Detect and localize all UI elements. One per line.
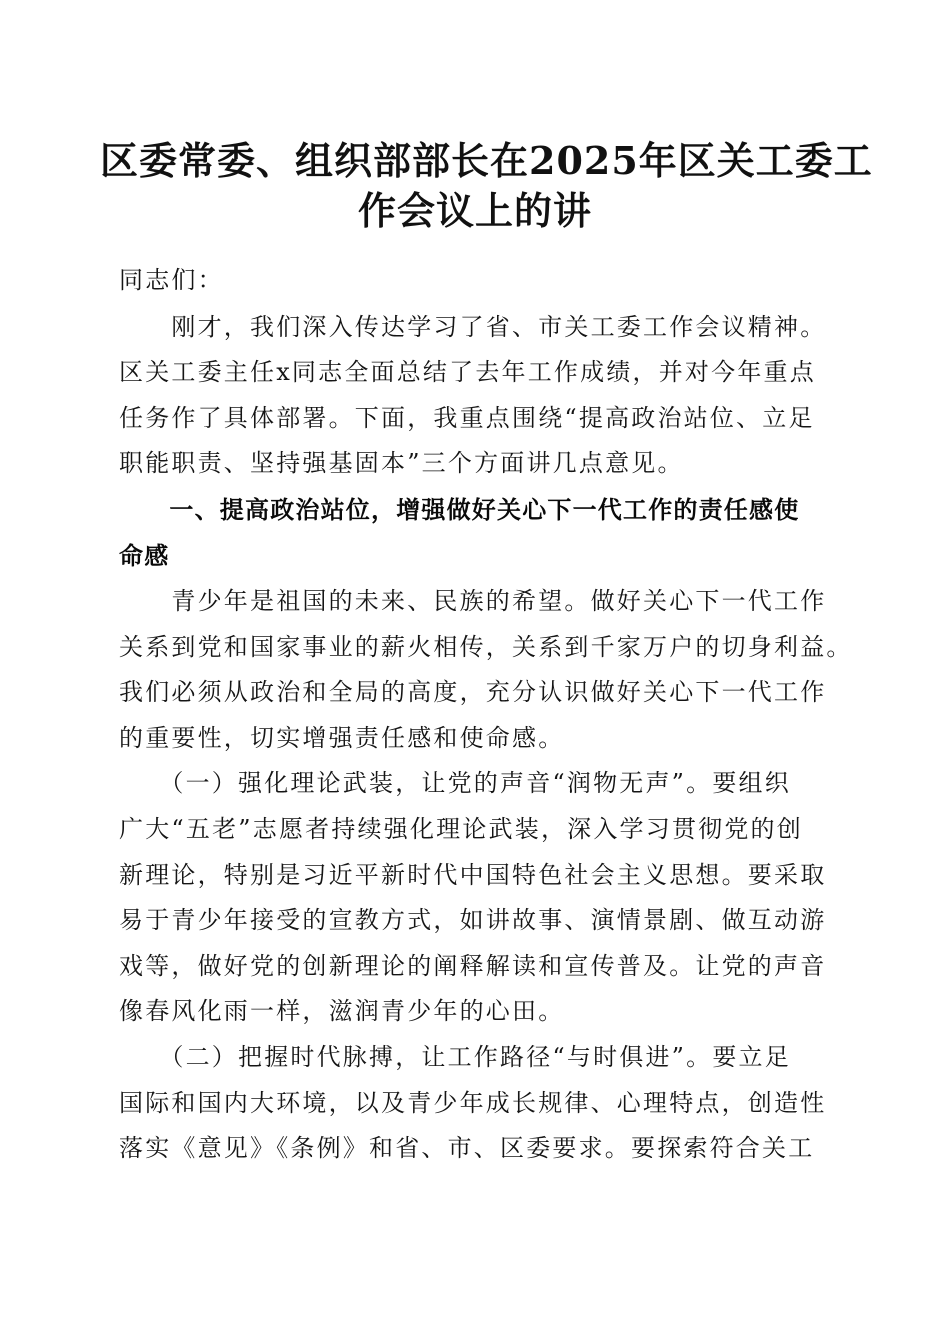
paragraph-line: 的重要性，切实增强责任感和使命感。 [119, 723, 565, 752]
paragraph-line: 新理论，特别是习近平新时代中国特色社会主义思想。要采取 [119, 860, 827, 889]
title-line-2: 作会议上的讲 [357, 188, 592, 233]
paragraph-line: 易于青少年接受的宣教方式，如讲故事、演情景剧、做互动游 [119, 906, 827, 935]
paragraph-line: 落实《意见》《条例》和省、市、区委要求。要探索符合关工 [119, 1134, 815, 1163]
greeting [119, 258, 831, 304]
heading-line: 命感 [119, 541, 170, 570]
paragraph-line: 关系到党和国家事业的薪火相传，关系到千家万户的切身利益。 [119, 632, 853, 661]
document-body [119, 258, 853, 1172]
paragraph-line: 广大“五老”志愿者持续强化理论武装，深入学习贯彻党的创 [119, 814, 803, 843]
document-title [100, 136, 873, 236]
paragraph-line: 我们必须从政治和全局的高度，充分认识做好关心下一代工作 [119, 678, 827, 707]
paragraph-theory-armament [119, 761, 831, 1035]
paragraph-line: 青少年是祖国的未来、民族的希望。做好关心下一代工作 [119, 586, 827, 615]
paragraph-line: 像春风化雨一样，滋润青少年的心田。 [119, 997, 565, 1026]
paragraph-line: 戏等，做好党的创新理论的阐释解读和宣传普及。让党的声音 [119, 951, 827, 980]
intro-paragraph [119, 305, 831, 487]
paragraph-line: 国际和国内大环境，以及青少年成长规律、心理特点，创造性 [119, 1088, 827, 1117]
paragraph-line: 区关工委主任x同志全面总结了去年工作成绩，并对今年重点 [119, 358, 816, 387]
paragraph-line: （二）把握时代脉搏，让工作路径“与时俱进”。要立足 [119, 1042, 791, 1071]
paragraph-line: （一）强化理论武装，让党的声音“润物无声”。要组织 [119, 769, 791, 798]
paragraph-line: 刚才，我们深入传达学习了省、市关工委工作会议精神。 [119, 312, 827, 341]
section-heading-1 [119, 487, 831, 579]
greeting-line: 同志们： [119, 266, 224, 294]
title-line-1: 区委常委、组织部部长在2025年区关工委工 [100, 138, 873, 183]
paragraph-line: 职能职责、坚持强基固本”三个方面讲几点意见。 [119, 449, 684, 478]
paragraph-times-pulse [119, 1035, 831, 1172]
paragraph-line: 任务作了具体部署。下面，我重点围绕“提高政治站位、立足 [119, 403, 815, 432]
heading-line: 一、提高政治站位，增强做好关心下一代工作的责任感使 [119, 495, 800, 524]
paragraph-youth-future [119, 579, 853, 761]
